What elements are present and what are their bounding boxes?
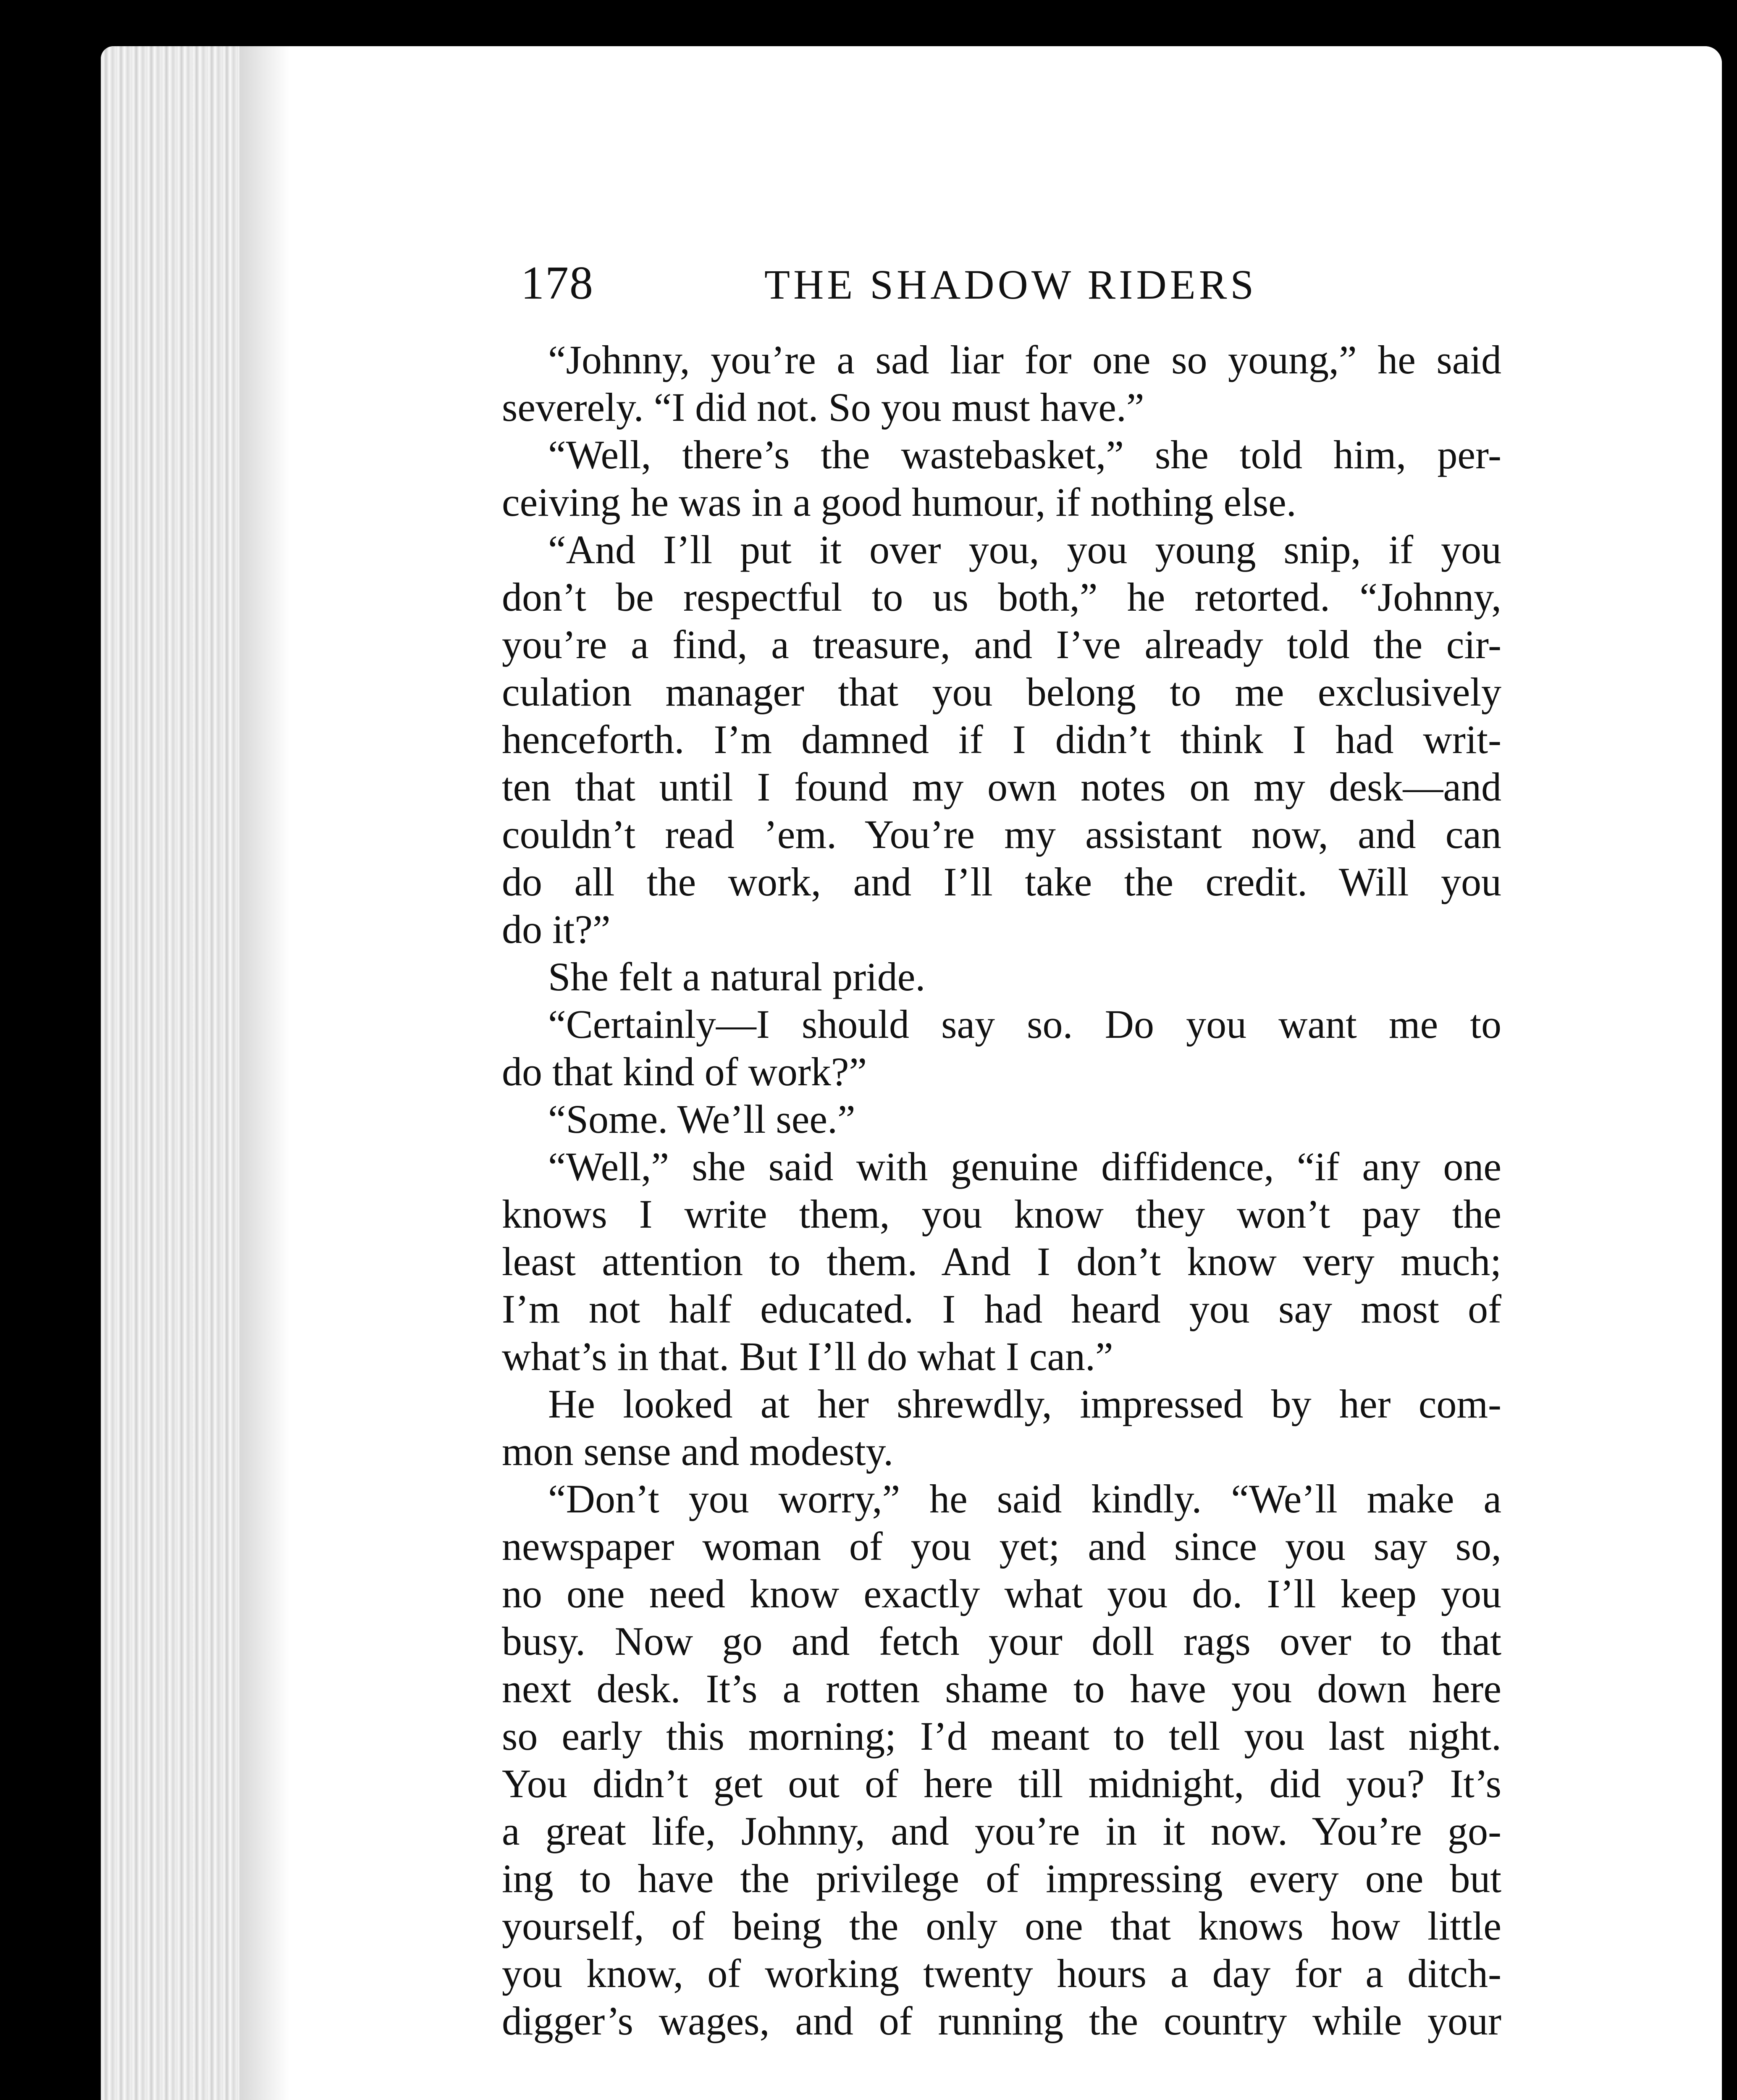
text-line: least attention to them. And I don’t know very much; (502, 1239, 1501, 1284)
page-number: 178 (521, 257, 594, 309)
text-line: She felt a natural pride. (548, 954, 926, 999)
text-line: don’t be respectful to us both,” he retorted. “Johnny, (502, 575, 1501, 620)
body-text (502, 336, 1501, 2045)
text-line: severely. “I did not. So you must have.” (502, 385, 1144, 430)
text-line: “And I’ll put it over you, you young snip, if you (548, 527, 1501, 572)
text-line: do that kind of work?” (502, 1049, 867, 1094)
text-line: “Don’t you worry,” he said kindly. “We’ll make a (548, 1476, 1501, 1521)
text-line: a great life, Johnny, and you’re in it now. You’re go- (502, 1809, 1501, 1853)
text-line: ing to have the privilege of impressing every one but (502, 1856, 1501, 1901)
page-edge (101, 46, 239, 2100)
text-line: newspaper woman of you yet; and since you say so, (502, 1524, 1501, 1569)
text-line: yourself, of being the only one that knows how little (502, 1903, 1501, 1948)
text-line: ceiving he was in a good humour, if nothing else. (502, 480, 1296, 525)
text-line: digger’s wages, and of running the country while your (502, 1998, 1501, 2043)
text-line: so early this morning; I’d meant to tell you last night. (502, 1714, 1501, 1759)
text-line: I’m not half educated. I had heard you say most of (502, 1286, 1501, 1331)
text-line: what’s in that. But I’ll do what I can.” (502, 1334, 1113, 1379)
text-line: you’re a find, a treasure, and I’ve already told the cir- (502, 622, 1501, 667)
text-line: “Well,” she said with genuine diffidence, “if any one (548, 1144, 1501, 1189)
text-line: “Johnny, you’re a sad liar for one so young,” he said (548, 337, 1501, 382)
running-title: THE SHADOW RIDERS (764, 261, 1257, 308)
text-line: next desk. It’s a rotten shame to have you down here (502, 1666, 1501, 1711)
text-line: He looked at her shrewdly, impressed by her com- (548, 1381, 1501, 1426)
text-line: ten that until I found my own notes on my desk—and (502, 764, 1501, 809)
text-line: henceforth. I’m damned if I didn’t think I had writ- (502, 717, 1501, 762)
text-line: knows I write them, you know they won’t pay the (502, 1192, 1501, 1236)
text-line: do all the work, and I’ll take the credit. Will you (502, 859, 1501, 904)
text-line: couldn’t read ’em. You’re my assistant now, and can (502, 812, 1501, 857)
text-line: “Certainly—I should say so. Do you want me to (548, 1002, 1501, 1047)
text-line: busy. Now go and fetch your doll rags over to that (502, 1619, 1501, 1664)
text-line: mon sense and modesty. (502, 1429, 894, 1474)
text-line: do it?” (502, 907, 611, 952)
text-line: You didn’t get out of here till midnight, did you? It’s (502, 1761, 1501, 1806)
text-line: no one need know exactly what you do. I’ll keep you (502, 1571, 1501, 1616)
text-line: culation manager that you belong to me exclusively (502, 669, 1501, 714)
text-line: “Well, there’s the wastebasket,” she told him, per- (548, 432, 1501, 477)
text-line: “Some. We’ll see.” (548, 1097, 855, 1142)
text-line: you know, of working twenty hours a day for a ditch- (502, 1951, 1501, 1996)
page-header (521, 256, 1512, 311)
